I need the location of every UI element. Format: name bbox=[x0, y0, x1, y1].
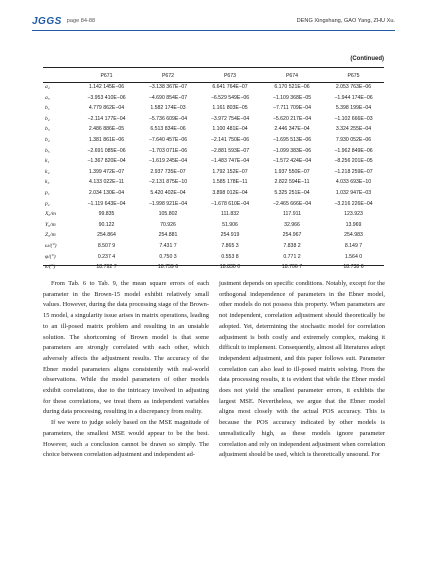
body-paragraph: From Tab. 6 to Tab. 9, the mean square errors of each parameter in the Brown-15 model exhibit relatively small values. However, during the data processing stage of the Brown-15 model, a singularity issue arises in matrix operations, leading to an ill-posed matrix problem and resulting in an unstable solution. The shortcoming of Brown model is that some parameters are strongly correlated with each other, which adversely affects the adjustment results. The accuracy of the Ebner model parameters aligns consistently with real-world observations. While the model parameters of other models exhibit correlations, due to the intricacy involved in adjusting for these correlations, we treat them as independent variables during data processing, resulting in a discrepancy from reality. bbox=[43, 280, 209, 416]
value-cell: −1.619 245E−04 bbox=[148, 158, 188, 165]
value-cell: 5.325 251E−04 bbox=[274, 189, 310, 196]
parameter-name-cell: Z₀/m bbox=[45, 232, 56, 239]
value-cell: −1.678 610E−04 bbox=[210, 200, 250, 207]
value-cell: 4.779 862E−04 bbox=[88, 105, 125, 112]
value-cell: 3.324 255E−04 bbox=[335, 126, 372, 133]
value-cell: 1.381 861E−06 bbox=[88, 136, 125, 143]
value-cell: 7.431 7 bbox=[159, 242, 177, 249]
running-authors: DENG Xingshang, GAO Yang, ZHU Xu. bbox=[296, 18, 395, 24]
value-cell: 105.802 bbox=[158, 211, 178, 218]
parameter-name-cell: p₁ bbox=[45, 189, 50, 196]
table-row bbox=[43, 188, 384, 199]
value-cell: −1.483 747E−04 bbox=[210, 158, 250, 165]
header-rule bbox=[32, 30, 395, 31]
table-row bbox=[43, 156, 384, 167]
value-cell: 254.864 bbox=[97, 232, 116, 239]
table-row bbox=[43, 146, 384, 157]
page-range: page 84-88 bbox=[66, 18, 96, 24]
value-cell: 0.750 3 bbox=[159, 253, 177, 260]
parameter-name-cell: b₅ bbox=[45, 147, 50, 154]
body-paragraph: If we were to judge solely based on the MSE magnitude of parameters, the smallest MSE would appear to be the best. However, such a conclusion cannot be drawn so simply. The choice between correlation adjustment and independent ad- bbox=[43, 419, 209, 459]
value-cell: 18.706 7 bbox=[281, 264, 303, 271]
table-row bbox=[43, 114, 384, 125]
value-cell: 8.507 9 bbox=[97, 242, 116, 249]
table-row bbox=[43, 209, 384, 220]
value-cell: 0.553 8 bbox=[221, 253, 239, 260]
parameter-name-cell: a₅ bbox=[45, 94, 50, 101]
value-cell: −2.141 750E−06 bbox=[210, 136, 250, 143]
parameter-name-cell: b₃ bbox=[45, 126, 50, 133]
value-cell: 8.149 7 bbox=[344, 242, 363, 249]
parameter-name-cell: Y₀/m bbox=[45, 221, 56, 228]
value-cell: −2.691 085E−06 bbox=[87, 147, 126, 154]
table-row bbox=[43, 93, 384, 104]
parameter-table bbox=[43, 70, 384, 273]
value-cell: 51.906 bbox=[222, 221, 238, 228]
value-cell: 2.486 886E−05 bbox=[88, 126, 125, 133]
parameter-name-cell: k₁ bbox=[45, 158, 50, 165]
value-cell: −3.138 367E−07 bbox=[148, 84, 188, 90]
table-row bbox=[43, 135, 384, 146]
parameter-name-cell: κ/(°) bbox=[45, 264, 56, 271]
value-cell: −6.529 549E−06 bbox=[210, 94, 250, 101]
value-cell: −7.640 457E−06 bbox=[148, 136, 188, 143]
value-cell: −1.218 259E−07 bbox=[334, 168, 373, 175]
value-cell: 70.926 bbox=[160, 221, 176, 228]
value-cell: 1.399 472E−07 bbox=[88, 168, 125, 175]
value-cell: 1.142 145E−06 bbox=[88, 84, 125, 90]
value-cell: 1.792 152E−07 bbox=[212, 168, 248, 175]
table-row bbox=[43, 177, 384, 188]
parameter-name-cell: ω/(°) bbox=[45, 242, 57, 249]
value-cell: −1.367 820E−04 bbox=[87, 158, 126, 165]
parameter-name-cell: k₃ bbox=[45, 179, 50, 186]
value-cell: 6.170 521E−06 bbox=[274, 84, 310, 90]
table-row bbox=[43, 199, 384, 210]
parameter-name-cell: X₀/m bbox=[45, 211, 56, 218]
value-cell: −1.998 921E−04 bbox=[148, 200, 188, 207]
value-cell: 7.930 052E−06 bbox=[335, 136, 372, 143]
table-row bbox=[43, 124, 384, 135]
value-cell: −2.465 666E−04 bbox=[272, 200, 312, 207]
value-cell: 18.759 6 bbox=[157, 264, 179, 271]
value-cell: −1.695 513E−06 bbox=[272, 136, 312, 143]
table-top-rule bbox=[43, 67, 384, 68]
value-cell: −2.881 593E−07 bbox=[210, 147, 250, 154]
value-cell: −2.131 875E−10 bbox=[148, 179, 188, 186]
value-cell: 2.937 735E−07 bbox=[150, 168, 186, 175]
value-cell: 5.420 402E−04 bbox=[150, 189, 186, 196]
value-cell: −7.711 709E−04 bbox=[273, 105, 311, 112]
value-cell: 2.446 347E−04 bbox=[274, 126, 310, 133]
value-cell: 254.967 bbox=[282, 232, 302, 239]
table-row bbox=[43, 82, 384, 93]
value-cell: −3.972 754E−04 bbox=[210, 115, 250, 122]
value-cell: 99.835 bbox=[98, 211, 115, 218]
header-left bbox=[32, 16, 95, 27]
page-header bbox=[32, 14, 395, 28]
parameter-name-cell: p₂ bbox=[45, 200, 50, 207]
value-cell: 7.838 2 bbox=[283, 242, 301, 249]
value-cell: 2.822 594E−11 bbox=[274, 179, 310, 186]
value-cell: −1.944 174E−06 bbox=[334, 94, 373, 101]
value-cell: 1.937 550E−07 bbox=[274, 168, 310, 175]
value-cell: 2.053 763E−06 bbox=[335, 84, 372, 90]
parameter-name-cell: b₁ bbox=[45, 105, 50, 112]
column-header-p673: P673 bbox=[223, 73, 237, 79]
parameter-name-cell: φ/(°) bbox=[45, 253, 56, 260]
value-cell: 3.898 012E−04 bbox=[212, 189, 248, 196]
parameter-name-cell: a₄ bbox=[45, 84, 50, 90]
parameter-name-cell: k₂ bbox=[45, 168, 50, 175]
column-header-p671: P671 bbox=[100, 73, 113, 79]
table-row bbox=[43, 252, 384, 263]
table-header-row bbox=[43, 70, 384, 82]
value-cell: −1.119 643E−04 bbox=[87, 200, 126, 207]
value-cell: −1.109 368E−05 bbox=[272, 94, 312, 101]
value-cell: 2.034 130E−04 bbox=[88, 189, 125, 196]
value-cell: 6.641 764E−07 bbox=[212, 84, 248, 90]
value-cell: 4.133 022E−11 bbox=[89, 179, 124, 186]
value-cell: 0.237 4 bbox=[97, 253, 116, 260]
value-cell: 5.398 199E−04 bbox=[335, 105, 372, 112]
value-cell: −5.620 217E−04 bbox=[272, 115, 312, 122]
value-cell: 6.513 834E−06 bbox=[150, 126, 186, 133]
value-cell: 1.161 803E−05 bbox=[212, 105, 248, 112]
table-row bbox=[43, 103, 384, 114]
table-continued-label: (Continued) bbox=[350, 56, 384, 62]
value-cell: 13.969 bbox=[345, 221, 362, 228]
value-cell: 1.585 178E−11 bbox=[212, 179, 248, 186]
parameter-name-cell: b₂ bbox=[45, 115, 50, 122]
value-cell: −1.102 666E−03 bbox=[334, 115, 373, 122]
value-cell: −1.099 383E−06 bbox=[272, 147, 312, 154]
table-row bbox=[43, 220, 384, 231]
value-cell: 123.923 bbox=[344, 211, 363, 218]
value-cell: 1.564 0 bbox=[344, 253, 363, 260]
value-cell: −1.572 424E−04 bbox=[272, 158, 312, 165]
value-cell: −2.114 177E−04 bbox=[87, 115, 126, 122]
body-column-left bbox=[43, 279, 209, 461]
value-cell: 1.582 174E−03 bbox=[150, 105, 186, 112]
column-header-p675: P675 bbox=[347, 73, 360, 79]
value-cell: 32.966 bbox=[284, 221, 300, 228]
parameter-name-cell: b₄ bbox=[45, 136, 50, 143]
value-cell: −1.962 849E−06 bbox=[334, 147, 373, 154]
value-cell: 18.792 7 bbox=[96, 264, 117, 271]
value-cell: 117.911 bbox=[283, 211, 301, 218]
journal-logo: JGGS bbox=[32, 15, 62, 27]
value-cell: 7.865 3 bbox=[221, 242, 239, 249]
value-cell: 111.832 bbox=[221, 211, 239, 218]
value-cell: 254.919 bbox=[220, 232, 240, 239]
table-row bbox=[43, 262, 384, 273]
value-cell: 90.122 bbox=[98, 221, 115, 228]
column-header-p674: P674 bbox=[285, 73, 299, 79]
value-cell: 1.032 947E−03 bbox=[335, 189, 372, 196]
value-cell: 254.881 bbox=[158, 232, 178, 239]
value-cell: −1.703 071E−06 bbox=[148, 147, 188, 154]
value-cell: 18.738 6 bbox=[343, 264, 364, 271]
body-column-right bbox=[219, 279, 385, 461]
value-cell: −3.216 226E−04 bbox=[334, 200, 373, 207]
column-header-p672: P672 bbox=[161, 73, 175, 79]
value-cell: 254.983 bbox=[344, 232, 363, 239]
value-cell: 18.830 0 bbox=[219, 264, 241, 271]
table-row bbox=[43, 167, 384, 178]
body-paragraph: justment depends on specific conditions. Notably, except for the orthogonal independence of parameters in the Ebner model, other models do not possess this property. When parameters are not independent, correlation adjustment should theoretically be adopted. Yet, determining the stochastic model for correlation adjustment is both costly and extremely complex, making it difficult to implement. Consequently, almost all literatures adopt independent adjustment, and this paper follows suit. Parameter correlation can also lead to ill-posed matrix solving. From the data processing results, it is evident that while the Ebner model does not yield the smallest parameter errors, it exhibits the largest MSE. Nevertheless, we argue that the Ebner model aligns most closely with the actual POS accuracy. This is because the POS accuracy indicated by other models is unrealistically high, as these models ignore parameter correlation and rely on independent adjustment when correlation adjustment should be used, which is theoretically unsound. For bbox=[219, 280, 385, 459]
value-cell: −4.690 854E−07 bbox=[148, 94, 188, 101]
value-cell: −3.953 410E−06 bbox=[87, 94, 126, 101]
column-header-parameter bbox=[43, 70, 76, 82]
value-cell: −8.256 201E−05 bbox=[334, 158, 373, 165]
table-row bbox=[43, 241, 384, 252]
value-cell: 1.100 481E−04 bbox=[212, 126, 248, 133]
value-cell: 4.033 693E−10 bbox=[335, 179, 372, 186]
value-cell: 0.771 2 bbox=[283, 253, 301, 260]
table-row bbox=[43, 230, 384, 241]
value-cell: −5.736 609E−04 bbox=[148, 115, 188, 122]
